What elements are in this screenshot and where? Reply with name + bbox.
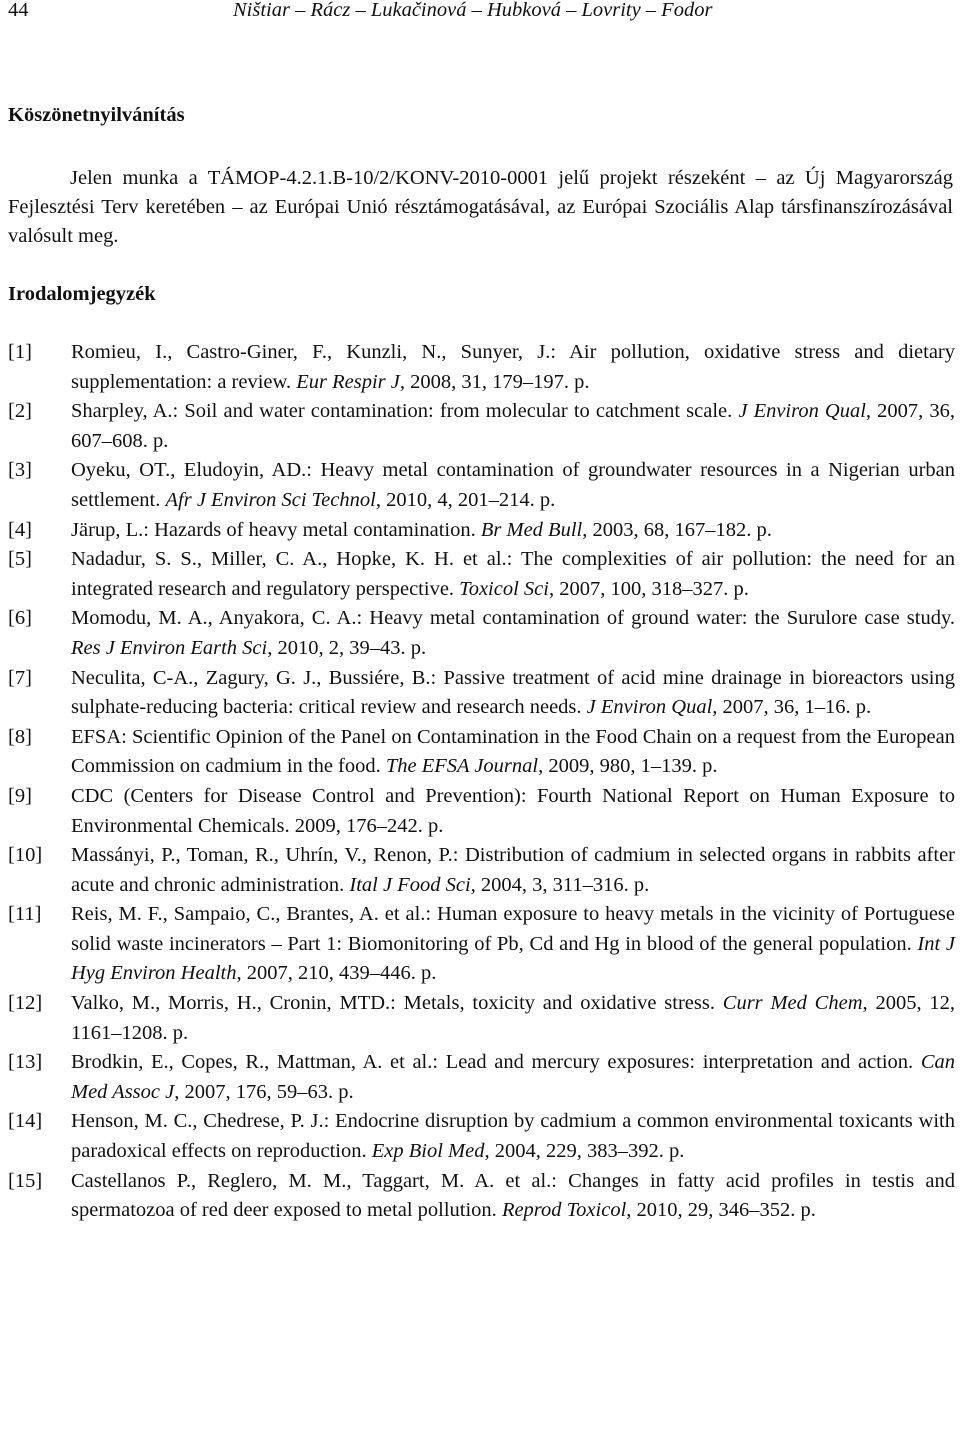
reference-journal: Can Med Assoc J — [71, 1051, 955, 1103]
reference-journal: J Environ Qual, — [586, 696, 718, 719]
reference-number: [10] — [8, 844, 43, 867]
reference-volume-pages: 2007, 36, 607–608. p. — [71, 400, 955, 452]
reference-citation: Neculita, C-A., Zagury, G. J., Bussiére, B.: Passive treatment of acid mine drainage in bioreactors using sulphate-reducing bacteria: critical review and research needs. — [71, 666, 955, 719]
reference-volume-pages: , 2007, 210, 439–446. p. — [236, 962, 437, 985]
reference-item — [0, 397, 955, 456]
reference-text — [71, 459, 955, 511]
reference-item — [0, 516, 955, 546]
reference-text — [71, 400, 955, 452]
reference-item — [0, 1048, 955, 1107]
reference-citation: CDC (Centers for Disease Control and Prevention): Fourth National Report on Human Exposure to Environmental Chemicals. 2009, 176–242. p. — [71, 784, 955, 837]
reference-citation: Castellanos P., Reglero, M. M., Taggart, M. A. et al.: Changes in fatty acid profiles in testis and spermatozoa of red deer exposed to metal pollution. — [71, 1169, 955, 1222]
reference-text — [71, 1110, 955, 1162]
reference-number: [11] — [8, 903, 42, 926]
acknowledgement-section — [8, 164, 953, 251]
reference-volume-pages: , 2007, 100, 318–327. p. — [548, 577, 749, 600]
reference-citation: Romieu, I., Castro-Giner, F., Kunzli, N., Sunyer, J.: Air pollution, oxidative stress and dietary supplementation: a review. — [71, 341, 955, 393]
reference-text — [71, 1170, 955, 1222]
reference-volume-pages: , 2005, 12, 1161–1208. p. — [71, 992, 955, 1044]
reference-citation: Massányi, P., Toman, R., Uhrín, V., Renon, P.: Distribution of cadmium in selected organs in rabbits after acute and chronic administration. — [71, 844, 955, 896]
reference-citation: Järup, L.: Hazards of heavy metal contamination. — [71, 518, 481, 541]
reference-volume-pages: 2008, 31, 179–197. p. — [405, 370, 590, 393]
reference-number: [2] — [8, 400, 32, 423]
reference-text — [71, 1051, 955, 1103]
reference-text — [71, 726, 955, 778]
acknowledgement-paragraph: Jelen munka a TÁMOP-4.2.1.B-10/2/KONV-2010-0001 jelű projekt részeként – az Új Magyarország Fejlesztési Terv keretében – az Európai Unió résztámogatásával, az Európai Szociális Alap társfinanszírozásával valósult meg. — [8, 167, 953, 247]
reference-journal: J Environ Qual, — [738, 400, 872, 423]
reference-text — [71, 607, 955, 659]
reference-item — [0, 545, 955, 604]
reference-citation: Sharpley, A.: Soil and water contamination: from molecular to catchment scale. — [71, 400, 739, 423]
reference-citation: Henson, M. C., Chedrese, P. J.: Endocrine disruption by cadmium a common environmental toxicants with paradoxical effects on reproduction. — [71, 1110, 955, 1163]
acknowledgement-heading: Köszönetnyilvánítás — [8, 104, 185, 126]
reference-list — [0, 338, 955, 1226]
reference-item — [0, 604, 955, 663]
reference-volume-pages: , 2007, 176, 59–63. p. — [174, 1080, 354, 1103]
reference-journal: Ital J Food Sci — [349, 873, 471, 896]
reference-journal: Reprod Toxicol — [501, 1199, 627, 1222]
reference-citation: Momodu, M. A., Anyakora, C. A.: Heavy metal contamination of ground water: the Surulore case study. — [71, 607, 955, 630]
reference-volume-pages: , 2009, 980, 1–139. p. — [538, 755, 718, 778]
reference-text — [71, 785, 955, 837]
reference-number: [5] — [8, 548, 32, 571]
reference-journal: Eur Respir J, — [296, 370, 405, 393]
reference-volume-pages: , 2004, 229, 383–392. p. — [484, 1140, 685, 1163]
reference-text — [71, 903, 955, 984]
reference-text — [71, 548, 955, 600]
reference-number: [4] — [8, 518, 32, 541]
reference-citation: Brodkin, E., Copes, R., Mattman, A. et al.: Lead and mercury exposures: interpretation and action. — [71, 1051, 921, 1074]
reference-item — [0, 900, 955, 989]
reference-number: [8] — [8, 725, 32, 748]
reference-journal: Toxicol Sci — [459, 577, 549, 600]
reference-journal: Br Med Bull — [480, 518, 583, 541]
reference-text — [71, 341, 955, 393]
reference-citation: Nadadur, S. S., Miller, C. A., Hopke, K. H. et al.: The complexities of air pollution: the need for an integrated research and regulatory perspective. — [71, 548, 955, 600]
reference-citation: Reis, M. F., Sampaio, C., Brantes, A. et al.: Human exposure to heavy metals in the vicinity of Portuguese solid waste incinerators – Part 1: Biomonitoring of Pb, Cd and Hg in blood of the general population. — [71, 903, 955, 955]
reference-volume-pages: , 2010, 29, 346–352. p. — [626, 1199, 816, 1222]
reference-number: [12] — [8, 992, 43, 1015]
reference-citation: Oyeku, OT., Eludoyin, AD.: Heavy metal contamination of groundwater resources in a Nigerian urban settlement. — [71, 459, 955, 511]
reference-citation: EFSA: Scientific Opinion of the Panel on Contamination in the Food Chain on a request from the European Commission on cadmium in the food. — [71, 725, 955, 778]
reference-item — [0, 456, 955, 515]
reference-item — [0, 664, 955, 723]
reference-item — [0, 1107, 955, 1166]
reference-number: [14] — [8, 1110, 43, 1133]
reference-journal: Exp Biol Med — [371, 1140, 485, 1163]
reference-number: [7] — [8, 666, 32, 689]
reference-item — [0, 841, 955, 900]
reference-item — [0, 723, 955, 782]
reference-text — [71, 667, 955, 719]
reference-number: [6] — [8, 607, 32, 630]
reference-volume-pages: , 2010, 4, 201–214. p. — [375, 488, 556, 511]
reference-volume-pages: , 2010, 2, 39–43. p. — [267, 636, 427, 659]
reference-number: [9] — [8, 784, 32, 807]
reference-number: [1] — [8, 341, 32, 363]
running-header — [8, 0, 953, 22]
reference-text — [71, 844, 955, 896]
reference-number: [13] — [8, 1051, 43, 1074]
reference-citation: Valko, M., Morris, H., Cronin, MTD.: Metals, toxicity and oxidative stress. — [71, 992, 723, 1015]
reference-text — [71, 992, 955, 1044]
reference-item — [0, 989, 955, 1048]
reference-volume-pages: , 2003, 68, 167–182. p. — [582, 518, 772, 541]
bibliography-heading: Irodalomjegyzék — [8, 283, 156, 305]
running-head-authors: Ništiar – Rácz – Lukačinová – Hubková – Lovrity – Fodor — [233, 0, 713, 21]
reference-journal: Afr J Environ Sci Technol — [165, 488, 376, 511]
reference-number: [15] — [8, 1169, 43, 1192]
reference-volume-pages: 2007, 36, 1–16. p. — [717, 696, 872, 719]
reference-journal: Res J Environ Earth Sci — [71, 636, 268, 659]
reference-number: [3] — [8, 459, 32, 482]
page-number: 44 — [8, 0, 29, 21]
reference-journal: The EFSA Journal — [385, 755, 539, 778]
reference-item — [0, 1167, 955, 1226]
reference-volume-pages: , 2004, 3, 311–316. p. — [470, 873, 650, 896]
reference-journal: Int J Hyg Environ Health — [71, 932, 956, 985]
reference-item — [0, 338, 955, 397]
reference-text — [71, 519, 772, 541]
reference-journal: Curr Med Chem — [722, 992, 863, 1015]
reference-item — [0, 782, 955, 841]
